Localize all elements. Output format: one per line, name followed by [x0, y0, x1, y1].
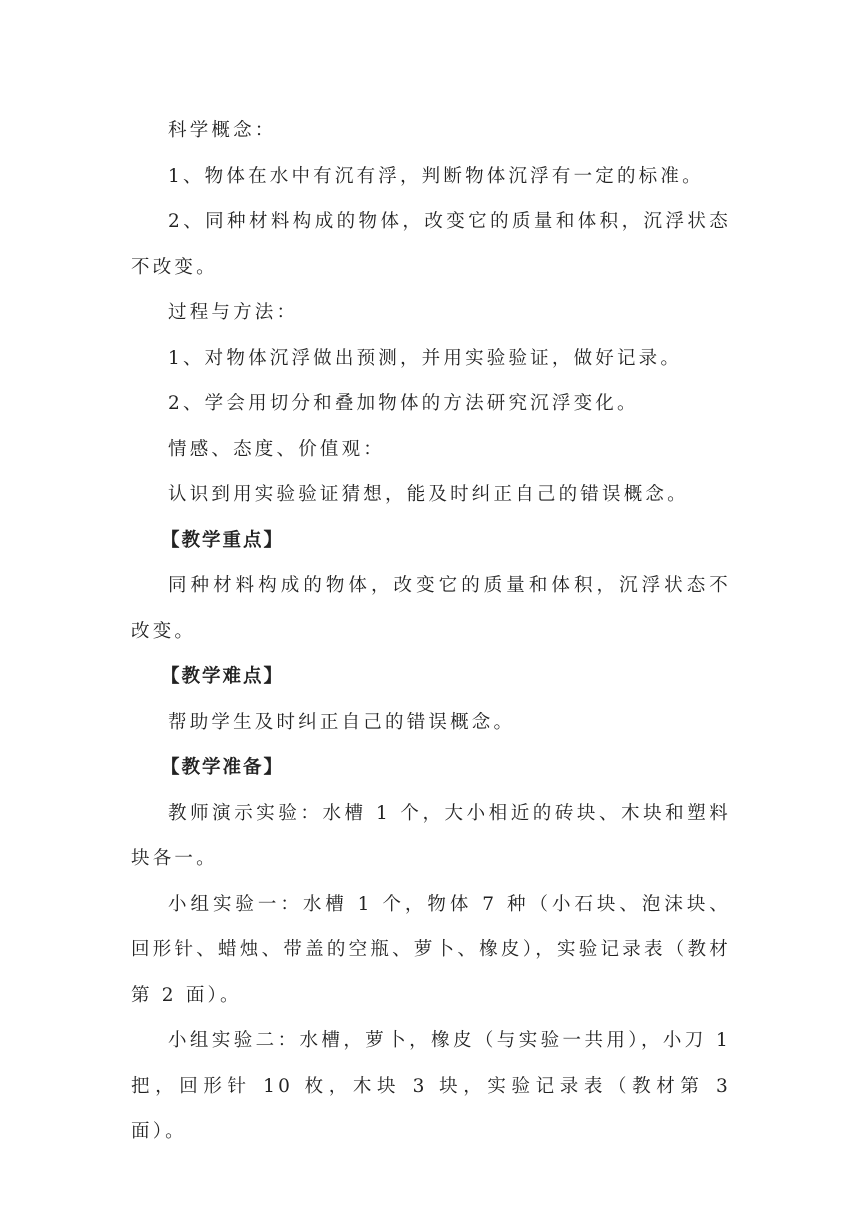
preparation-group-experiment-1: 小组实验一：水槽 1 个，物体 7 种（小石块、泡沫块、回形针、蜡烛、带盖的空瓶、萝卜、橡皮），实验记录表（教材第 2 面）。: [131, 893, 731, 1006]
process-method-item-1: 1、对物体沉浮做出预测，并用实验验证，做好记录。: [168, 347, 683, 369]
preparation-group-experiment-2: 小组实验二：水槽，萝卜，橡皮（与实验一共用），小刀 1 把，回形针 10 枚，木块 3 块，实验记录表（教材第 3 面）。: [131, 1030, 731, 1142]
document-body: [131, 108, 731, 1155]
process-method-item-2: 2、学会用切分和叠加物体的方法研究沉浮变化。: [168, 393, 639, 414]
emotion-attitude-heading: 情感、态度、价值观：: [168, 438, 386, 460]
emotion-attitude-item: 认识到用实验验证猜想，能及时纠正自己的错误概念。: [168, 484, 689, 505]
science-concept-item-2: 2、同种材料构成的物体，改变它的质量和体积，沉浮状态不改变。: [131, 211, 731, 278]
difficulty-heading: 【教学难点】: [161, 666, 285, 687]
preparation-heading: 【教学准备】: [161, 757, 285, 778]
science-concept-item-1: 1、物体在水中有沉有浮，判断物体沉浮有一定的标准。: [168, 165, 704, 187]
difficulty-text: 帮助学生及时纠正自己的错误概念。: [168, 711, 516, 733]
key-point-text: 同种材料构成的物体，改变它的质量和体积，沉浮状态不改变。: [131, 575, 731, 642]
key-point-heading: 【教学重点】: [161, 529, 285, 551]
process-method-heading: 过程与方法：: [168, 302, 299, 323]
preparation-teacher-demo: 教师演示实验：水槽 1 个，大小相近的砖块、木块和塑料块各一。: [131, 802, 731, 869]
science-concept-heading: 科学概念：: [168, 120, 277, 141]
